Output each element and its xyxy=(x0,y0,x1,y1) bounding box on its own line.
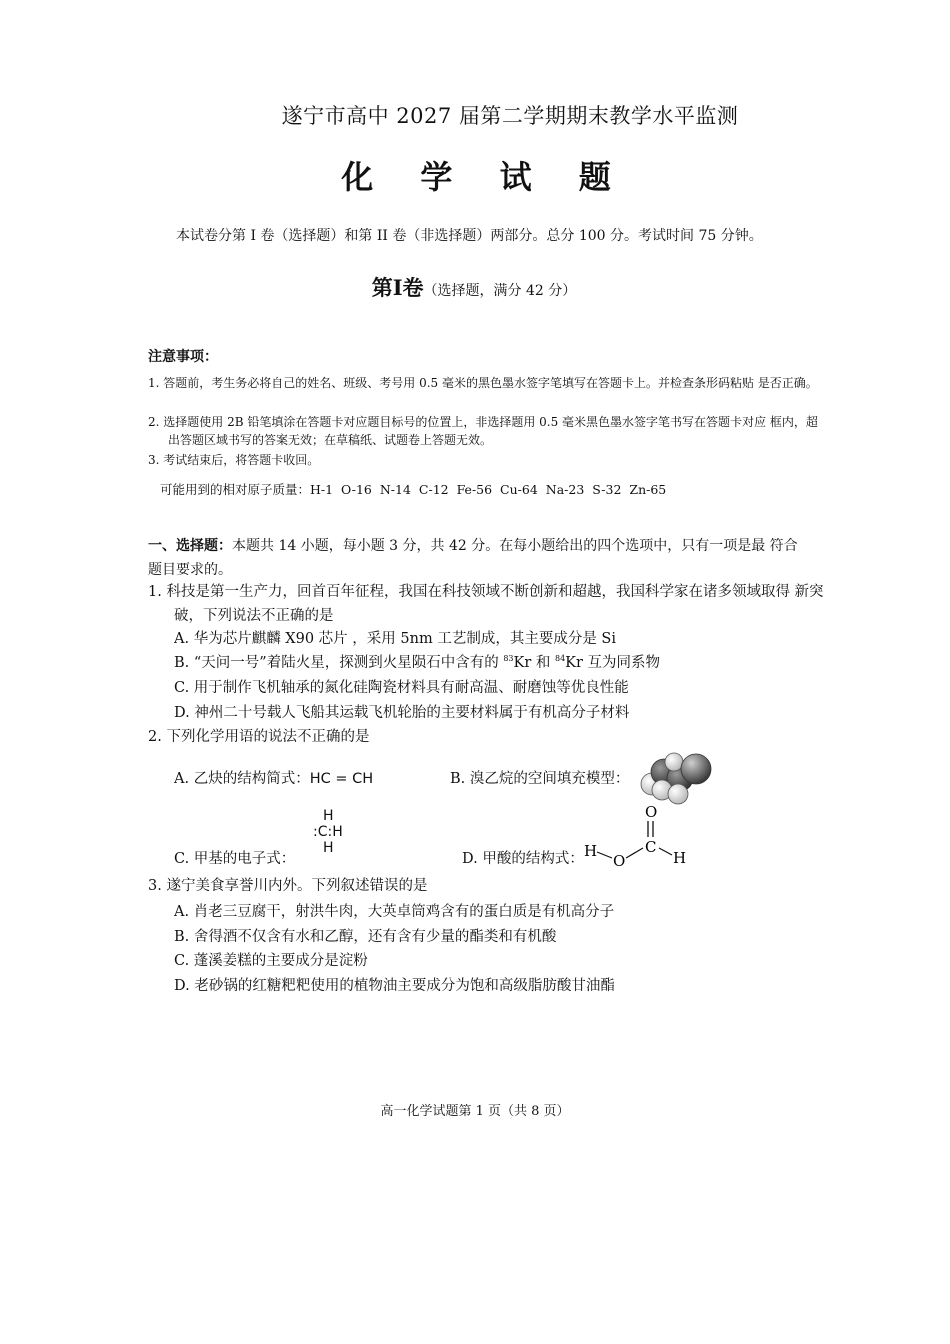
option-b-tail: 互为同系物 xyxy=(587,655,661,671)
bond-line xyxy=(597,852,612,858)
option-a-label: A. 乙炔的结构简式： xyxy=(174,771,310,787)
question-3-option-b: B. 舍得酒不仅含有水和乙醇，还有含有少量的酯类和有机酸 xyxy=(174,929,557,945)
bond-line xyxy=(659,848,672,855)
question-2-option-d: D. 甲酸的结构式： xyxy=(462,851,584,867)
volume-label: 第Ⅰ卷 xyxy=(371,275,424,300)
methyl-bottom-h: H xyxy=(323,840,334,856)
bond-line xyxy=(626,848,643,858)
atom-O-double: O xyxy=(645,803,658,821)
methyl-middle: :C:H xyxy=(313,824,343,840)
atom-C: C xyxy=(645,838,657,856)
model-atom xyxy=(681,754,711,784)
question-3-option-c: C. 蓬溪姜糕的主要成分是淀粉 xyxy=(174,953,368,969)
question-2-option-c: C. 甲基的电子式： xyxy=(174,851,296,867)
bromoethane-space-filling-model xyxy=(638,748,712,806)
atom-O-single: O xyxy=(613,852,626,870)
question-1-stem: 1. 科技是第一生产力，回首百年征程，我国在科技领域不断创新和超越，我国科学家在诸多领域取得 新突破，下列说法不正确的是 xyxy=(148,584,824,624)
isotope-2: Kr xyxy=(565,655,583,671)
methyl-top-h: H xyxy=(323,808,334,824)
option-b-and: 和 xyxy=(535,655,551,671)
volume-title xyxy=(0,272,948,302)
question-3-stem: 3. 遂宁美食享誉川内外。下列叙述错误的是 xyxy=(148,878,428,894)
atom-H-left: H xyxy=(584,842,598,860)
question-2-stem: 2. 下列化学用语的说法不正确的是 xyxy=(148,729,370,745)
model-atom xyxy=(665,753,683,771)
option-b-text: B. “天问一号”着陆火星，探测到火星陨石中含有的 xyxy=(174,655,499,671)
question-1-option-b xyxy=(174,651,660,672)
question-3-option-a: A. 肖老三豆腐干，射洪牛肉，大英卓筒鸡含有的蛋白质是有机高分子 xyxy=(174,904,615,920)
note-item: 2. 选择题使用 2B 铅笔填涂在答题卡对应题目标号的位置上，非选择题用 0.5 毫米黑色墨水签字笔书写在答题卡对应 框内，超出答题区域书写的答案无效；在草稿纸、试题卷上答题无效。 xyxy=(148,415,818,447)
exam-header: 遂宁市高中 2027 届第二学期期末教学水平监测 xyxy=(281,104,739,128)
question-1-option-c: C. 用于制作飞机轴承的氮化硅陶瓷材料具有耐高温、耐磨蚀等优良性能 xyxy=(174,680,629,696)
exam-intro: 本试卷分第 I 卷（选择题）和第 II 卷（非选择题）两部分。总分 100 分。考试时间 75 分钟。 xyxy=(176,228,763,244)
question-1-option-d: D. 神州二十号载人飞船其运载飞机轮胎的主要材料属于有机高分子材料 xyxy=(174,705,630,721)
isotope-1-mass: 83 xyxy=(503,654,514,664)
methyl-electron-formula xyxy=(313,808,343,856)
section-one-text: 本题共 14 小题，每小题 3 分，共 42 分。在每小题给出的四个选项中，只有一项是最 符合题目要求的。 xyxy=(148,538,798,578)
ethyne-formula: HC = CH xyxy=(309,771,374,787)
note-item: 3. 考试结束后，将答题卡收回。 xyxy=(148,453,320,467)
atom-H-right: H xyxy=(673,849,687,867)
atomic-masses: 可能用到的相对原子质量：H-1 O-16 N-14 C-12 Fe-56 Cu-64 Na-23 S-32 Zn-65 xyxy=(160,482,667,497)
question-2-option-b: B. 溴乙烷的空间填充模型： xyxy=(450,771,630,787)
isotope-2-mass: 84 xyxy=(554,654,566,664)
page-footer: 高一化学试题第 1 页（共 8 页） xyxy=(380,1104,570,1119)
notes-heading: 注意事项： xyxy=(148,349,218,365)
note-item: 1. 答题前，考生务必将自己的姓名、班级、考号用 0.5 毫米的黑色墨水签字笔填写在答题卡上。并检查条形码粘贴 是否正确。 xyxy=(148,376,818,390)
section-one-label: 一、选择题： xyxy=(148,538,232,554)
volume-note: （选择题，满分 42 分） xyxy=(423,283,577,299)
subject-title: 化 学 试 题 xyxy=(341,158,629,196)
question-3-option-d: D. 老砂锅的红糖粑粑使用的植物油主要成分为饱和高级脂肪酸甘油酯 xyxy=(174,978,615,994)
section-one-instructions xyxy=(148,534,798,582)
question-1-option-a: A. 华为芯片麒麟 X90 芯片 ，采用 5nm 工艺制成，其主要成分是 Si xyxy=(174,631,617,647)
question-2-option-a xyxy=(174,767,373,788)
formic-acid-structure xyxy=(582,800,692,870)
isotope-1: Kr xyxy=(513,655,532,671)
